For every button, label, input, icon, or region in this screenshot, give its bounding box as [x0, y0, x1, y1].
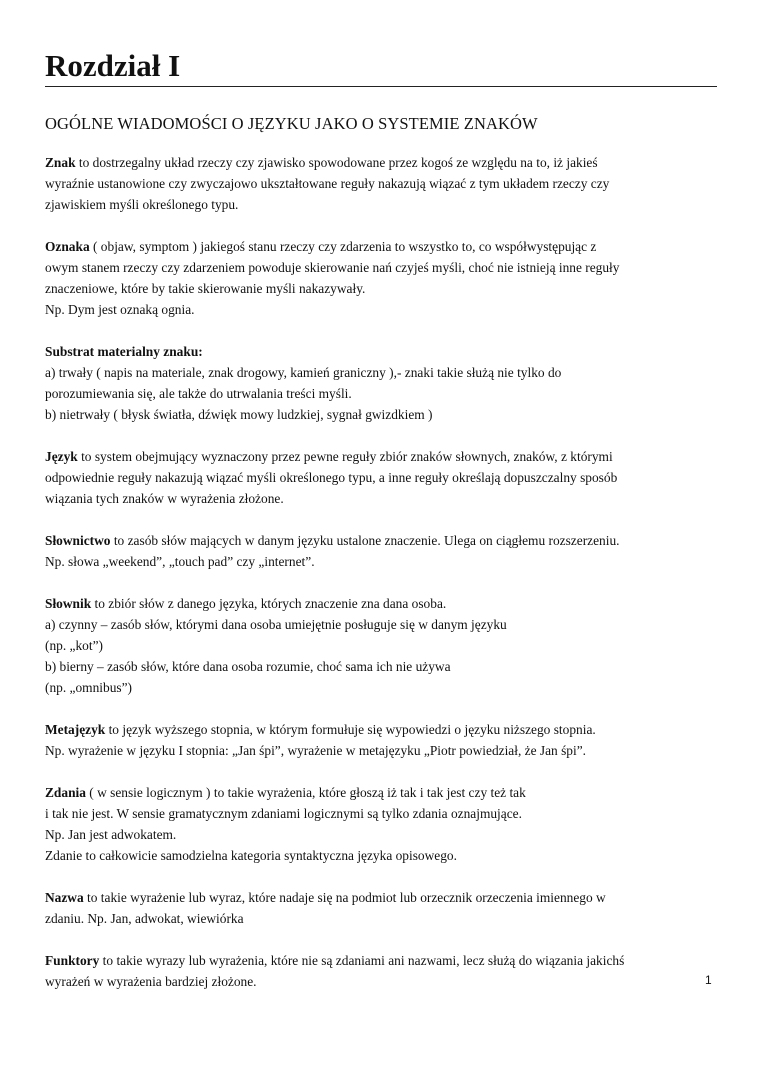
definition-line	[45, 404, 717, 425]
definition-text: odpowiednie reguły nakazują wiązać myśli określonego typu, a inne reguły określają dopuszczalny sposób	[45, 470, 618, 485]
section-title: OGÓLNE WIADOMOŚCI O JĘZYKU JAKO O SYSTEMIE ZNAKÓW	[45, 114, 538, 133]
definition-line	[45, 236, 717, 257]
definition-text: Np. Dym jest oznaką ognia.	[45, 302, 195, 317]
definition-text: owym stanem rzeczy czy zdarzeniem powoduje skierowanie nań czyjeś myśli, choć nie istnieją inne reguły	[45, 260, 620, 275]
definition-term: Oznaka	[45, 239, 90, 254]
chapter-title: Rozdział I	[45, 48, 717, 87]
definition-line	[45, 551, 717, 572]
definition-text: to zasób słów mających w danym języku ustalone znaczenie. Ulega on ciągłemu rozszerzeniu.	[110, 533, 620, 548]
definition-text: (np. „kot”)	[45, 638, 104, 653]
definition-text: ( w sensie logicznym ) to takie wyrażenia, które głoszą iż tak i tak jest czy też tak	[85, 785, 526, 800]
definition-line	[45, 635, 717, 656]
definitions-list	[45, 152, 717, 992]
definition-term: Słownik	[45, 596, 92, 611]
definition-line	[45, 257, 717, 278]
definition-line	[45, 194, 717, 215]
definition-line	[45, 887, 717, 908]
definition-text: wiązania tych znaków w wyrażenia złożone.	[45, 491, 284, 506]
definition-line	[45, 530, 717, 551]
definition-text: to język wyższego stopnia, w którym formułuje się wypowiedzi o języku niższego stopnia.	[105, 722, 596, 737]
definition-entry	[45, 719, 717, 761]
definition-text: b) bierny – zasób słów, które dana osoba rozumie, choć sama ich nie używa	[45, 659, 451, 674]
definition-text: (np. „omnibus”)	[45, 680, 133, 695]
definition-term: Substrat materialny znaku:	[45, 344, 203, 359]
definition-line	[45, 488, 717, 509]
definition-line	[45, 299, 717, 320]
definition-line	[45, 173, 717, 194]
definition-term: Słownictwo	[45, 533, 111, 548]
definition-text: Np. Jan jest adwokatem.	[45, 827, 177, 842]
definition-text: to takie wyrażenie lub wyraz, które nadaje się na podmiot lub orzecznik orzeczenia imiennego w	[83, 890, 606, 905]
definition-entry	[45, 782, 717, 866]
definition-line	[45, 824, 717, 845]
definition-term: Funktory	[45, 953, 100, 968]
definition-line	[45, 278, 717, 299]
definition-text: to system obejmujący wyznaczony przez pewne reguły zbiór znaków słownych, znaków, z którymi	[77, 449, 613, 464]
definition-entry	[45, 341, 717, 425]
definition-line	[45, 446, 717, 467]
definition-line	[45, 152, 717, 173]
definition-line	[45, 677, 717, 698]
definition-term: Znak	[45, 155, 76, 170]
definition-line	[45, 362, 717, 383]
definition-entry	[45, 887, 717, 929]
definition-term: Zdania	[45, 785, 86, 800]
definition-text: b) nietrwały ( błysk światła, dźwięk mowy ludzkiej, sygnał gwizdkiem )	[45, 407, 433, 422]
page-number: 1	[705, 973, 712, 987]
definition-line	[45, 908, 717, 929]
definition-entry	[45, 236, 717, 320]
definition-text: porozumiewania się, ale także do utrwalania treści myśli.	[45, 386, 352, 401]
definition-text: wyraźnie ustanowione czy zwyczajowo ukształtowane reguły nakazują wiązać z tym układem rzeczy czy	[45, 176, 610, 191]
document-page	[45, 48, 717, 1013]
definition-text: a) trwały ( napis na materiale, znak drogowy, kamień graniczny ),- znaki takie służą nie tylko do	[45, 365, 562, 380]
definition-line	[45, 656, 717, 677]
definition-term: Metajęzyk	[45, 722, 106, 737]
definition-text: Zdanie to całkowicie samodzielna kategoria syntaktyczna języka opisowego.	[45, 848, 457, 863]
definition-entry	[45, 530, 717, 572]
definition-text: znaczeniowe, które by takie skierowanie myśli nakazywały.	[45, 281, 366, 296]
definition-line	[45, 845, 717, 866]
definition-line	[45, 803, 717, 824]
definition-text: to zbiór słów z danego języka, których znaczenie zna dana osoba.	[91, 596, 447, 611]
definition-line	[45, 740, 717, 761]
definition-line	[45, 593, 717, 614]
definition-text: to dostrzegalny układ rzeczy czy zjawisko spowodowane przez kogoś ze względu na to, iż jakieś	[75, 155, 598, 170]
definition-text: wyrażeń w wyrażenia bardziej złożone.	[45, 974, 257, 989]
definition-entry	[45, 593, 717, 698]
definition-text: to takie wyrazy lub wyrażenia, które nie są zdaniami ani nazwami, lecz służą do wiązania jakichś	[99, 953, 625, 968]
definition-text: a) czynny – zasób słów, którymi dana osoba umiejętnie posługuje się w danym języku	[45, 617, 507, 632]
definition-text: Np. słowa „weekend”, „touch pad” czy „internet”.	[45, 554, 315, 569]
definition-line	[45, 341, 717, 362]
definition-line	[45, 467, 717, 488]
definition-term: Nazwa	[45, 890, 84, 905]
definition-line	[45, 782, 717, 803]
definition-line	[45, 971, 717, 992]
definition-text: zdaniu. Np. Jan, adwokat, wiewiórka	[45, 911, 244, 926]
definition-entry	[45, 446, 717, 509]
definition-line	[45, 719, 717, 740]
definition-text: i tak nie jest. W sensie gramatycznym zdaniami logicznymi są tylko zdania oznajmujące.	[45, 806, 522, 821]
definition-text: zjawiskiem myśli określonego typu.	[45, 197, 239, 212]
definition-term: Język	[45, 449, 78, 464]
definition-text: Np. wyrażenie w języku I stopnia: „Jan śpi”, wyrażenie w metajęzyku „Piotr powiedział, że Jan śpi”.	[45, 743, 587, 758]
definition-text: ( objaw, symptom ) jakiegoś stanu rzeczy czy zdarzenia to wszystko to, co współwystępując z	[89, 239, 597, 254]
definition-line	[45, 383, 717, 404]
definition-line	[45, 950, 717, 971]
definition-entry	[45, 950, 717, 992]
definition-line	[45, 614, 717, 635]
definition-entry	[45, 152, 717, 215]
